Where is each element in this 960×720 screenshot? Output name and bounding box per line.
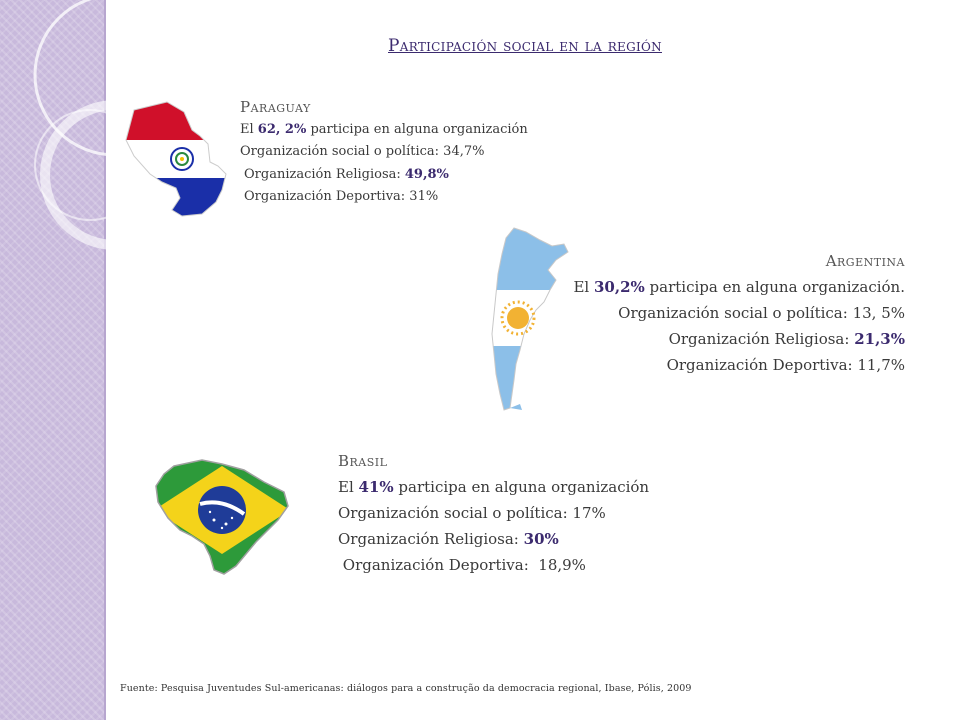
argentina-heading: Argentina (825, 252, 905, 270)
brasil-religious (338, 526, 649, 552)
brasil-total-value: 41% (358, 478, 394, 496)
paraguay-religious (240, 164, 528, 187)
argentina-sports: Organización Deportiva: 11,7% (666, 356, 905, 374)
brasil-total-prefix: El (338, 478, 359, 496)
paraguay-total-value: 62, 2% (257, 121, 307, 137)
argentina-religious (573, 326, 905, 352)
paraguay-block (240, 96, 528, 209)
brasil-religious-value: 30% (523, 530, 559, 548)
brasil-total (338, 474, 649, 500)
paraguay-sports: Organización Deportiva: 31% (244, 189, 439, 204)
argentina-flag-map (486, 224, 576, 414)
argentina-total-value: 30,2% (593, 278, 645, 296)
argentina-religious-value: 21,3% (854, 330, 905, 348)
brasil-religious-label: Organización Religiosa: (338, 530, 524, 548)
paraguay-flag-map (122, 100, 232, 220)
brasil-flag-map (152, 456, 292, 580)
paraguay-social: Organización social o política: 34,7% (240, 144, 485, 159)
brasil-block (338, 448, 649, 578)
argentina-religious-label: Organización Religiosa: (668, 330, 855, 348)
argentina-total-suffix: participa en alguna organización. (644, 278, 905, 296)
page-title: Participación social en la región (388, 36, 662, 56)
paraguay-total-prefix: El (240, 121, 258, 137)
argentina-social: Organización social o política: 13, 5% (618, 304, 905, 322)
brasil-heading: Brasil (338, 452, 388, 470)
source-citation: Fuente: Pesquisa Juventudes Sul-americanas: diálogos para a construção da democracia regional, Ibase, Pólis, 2009 (120, 683, 692, 694)
brasil-total-suffix: participa en alguna organización (393, 478, 650, 496)
paraguay-total (240, 119, 528, 142)
brasil-sports: Organización Deportiva: 18,9% (338, 556, 586, 574)
brasil-social: Organización social o política: 17% (338, 504, 606, 522)
argentina-block (573, 248, 905, 378)
argentina-total (573, 274, 905, 300)
paraguay-religious-value: 49,8% (404, 166, 449, 182)
paraguay-religious-label: Organización Religiosa: (244, 166, 405, 182)
argentina-total-prefix: El (573, 278, 594, 296)
paraguay-total-suffix: participa en alguna organización (306, 121, 528, 137)
paraguay-heading: Paraguay (240, 98, 311, 116)
